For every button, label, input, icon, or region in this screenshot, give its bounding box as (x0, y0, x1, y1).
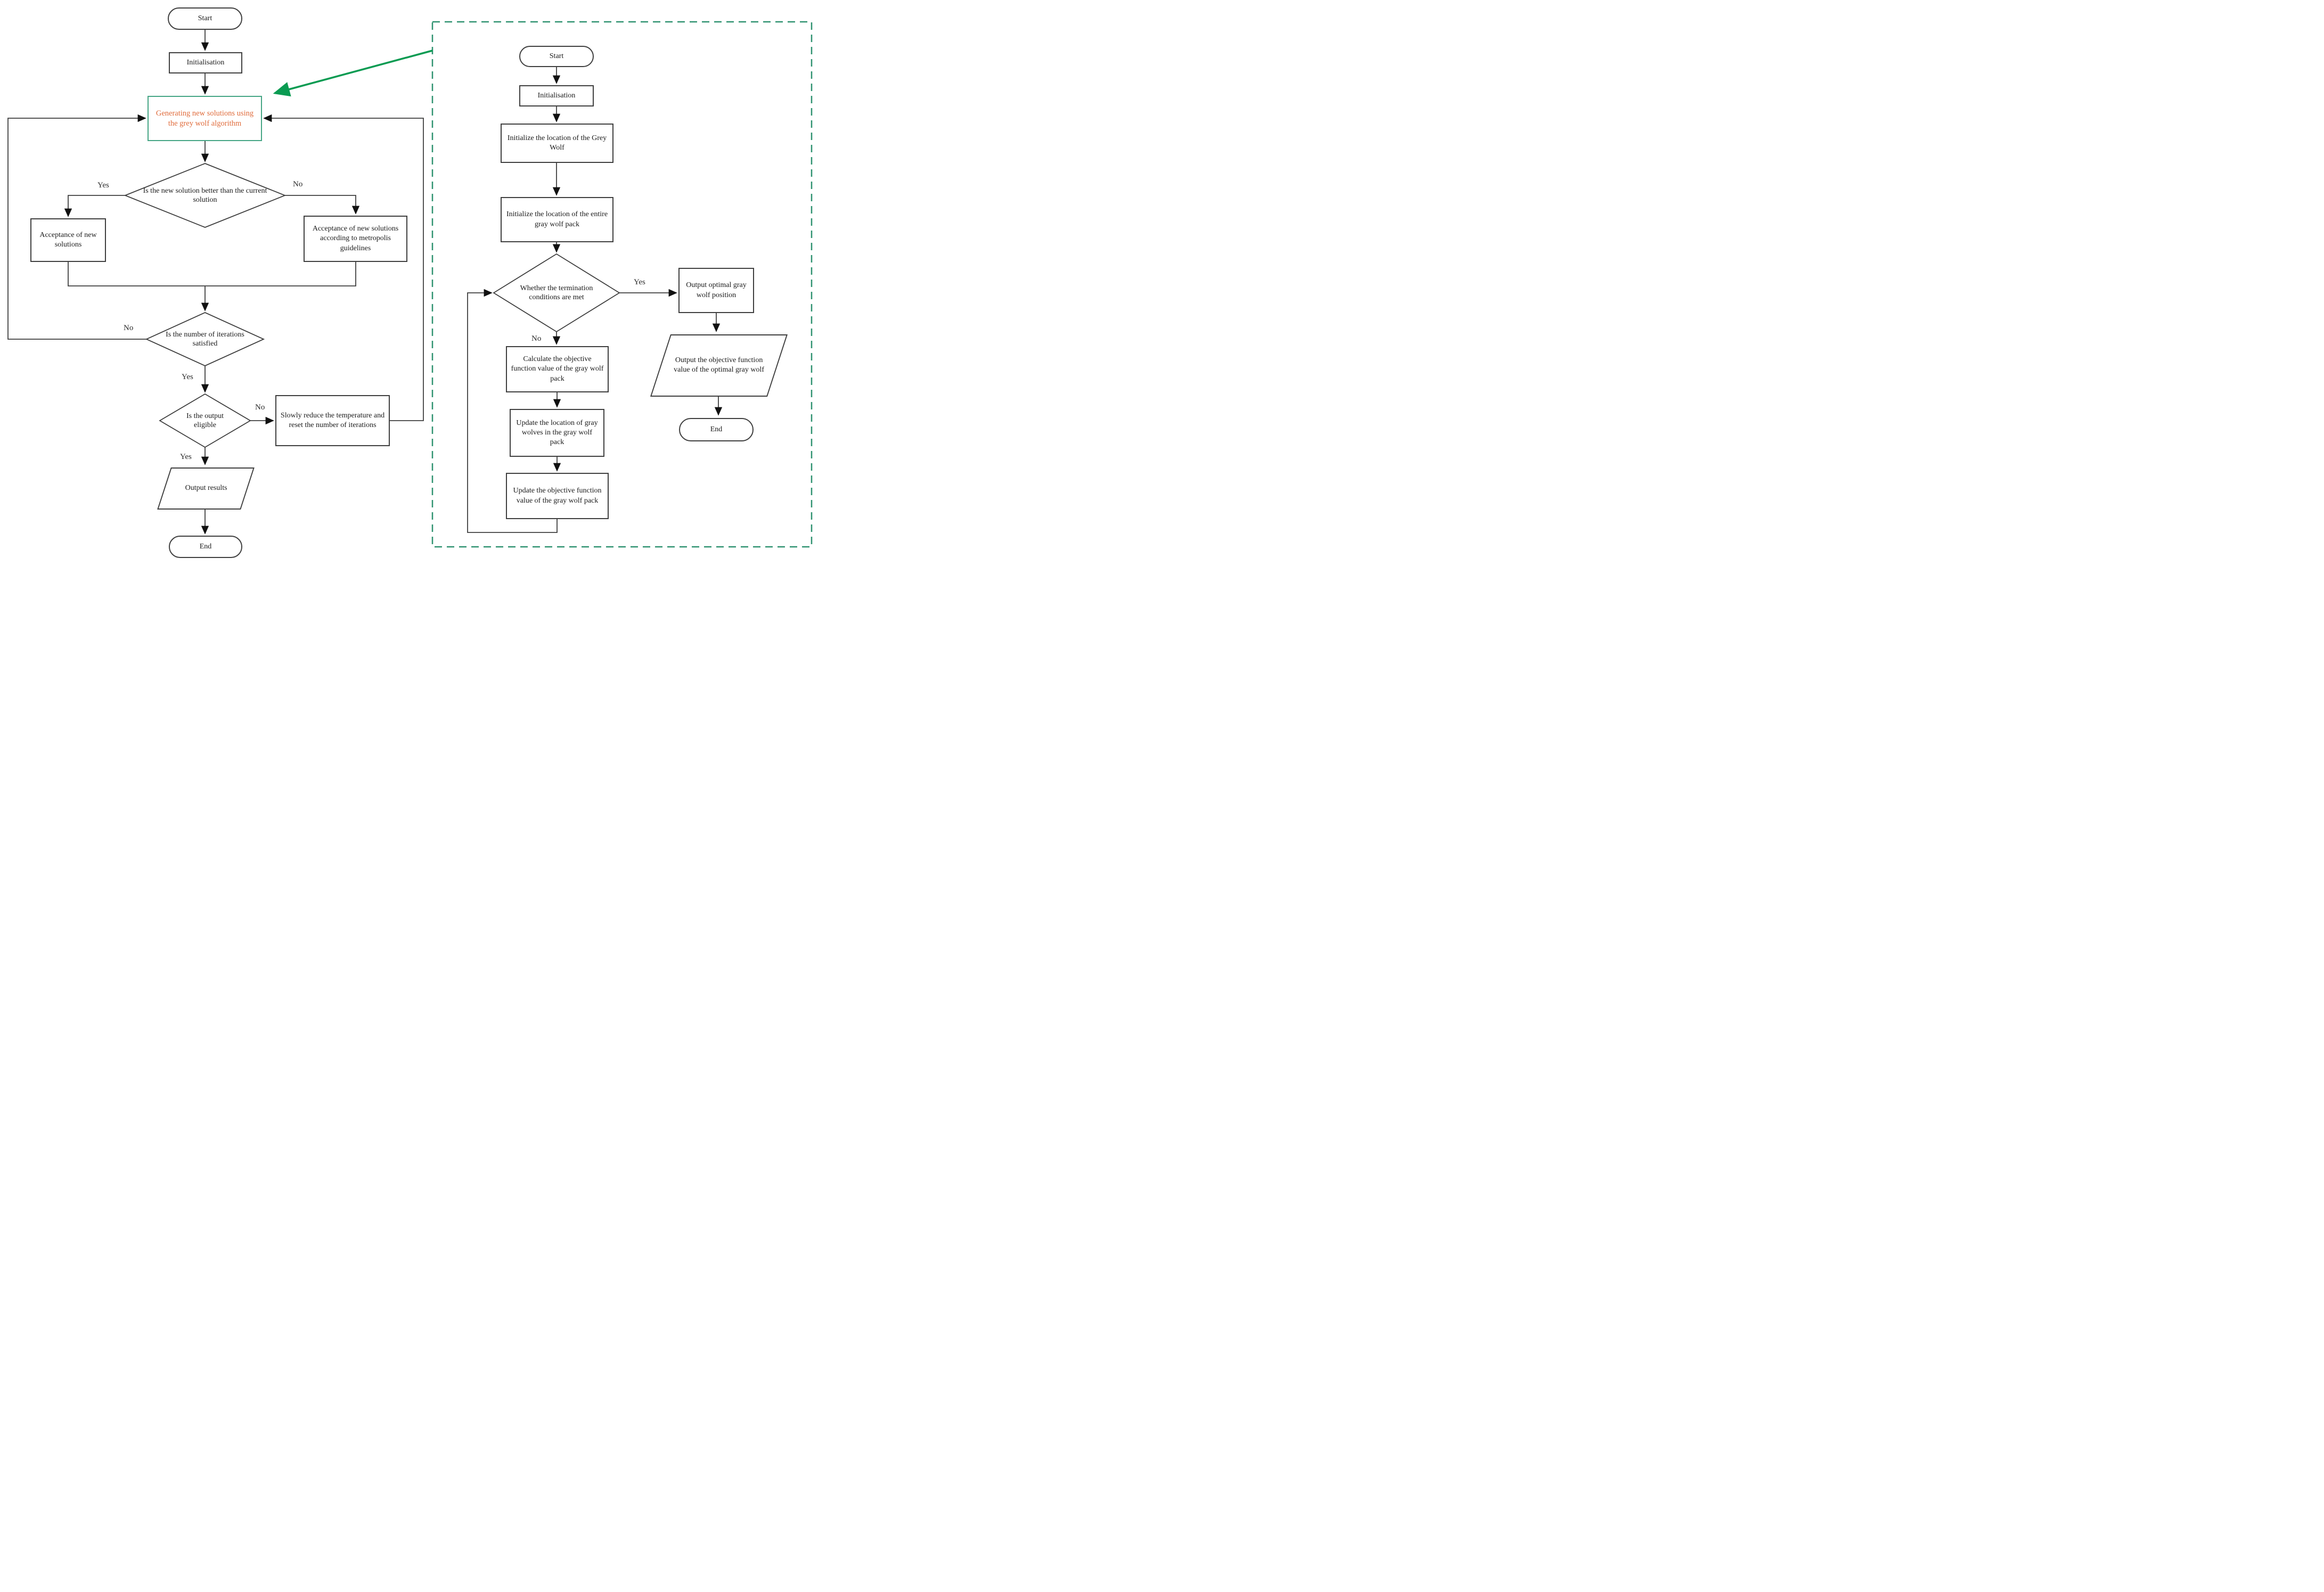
connector-yes-to-accept (68, 195, 125, 216)
acceptance-metropolis-node: Acceptance of new solutions according to metropolis guidelines (304, 216, 407, 262)
init-grey-wolf-node: Initialize the location of the Grey Wolf (501, 124, 613, 163)
output-optimal-position-node: Output optimal gray wolf position (678, 268, 754, 313)
init-wolf-pack-node: Initialize the location of the entire gray wolf pack (501, 197, 613, 242)
label-yes-termination: Yes (634, 278, 645, 286)
decision-termination-text: Whether the termination conditions are met (520, 284, 593, 301)
end-node-right: End (679, 418, 754, 441)
output-objective-value-node (650, 334, 788, 397)
subroutine-callout-arrow (275, 51, 432, 93)
connector-merge (68, 262, 356, 286)
label-no-iterations: No (124, 324, 134, 332)
label-no-eligible: No (255, 403, 265, 412)
acceptance-node: Acceptance of new solutions (30, 218, 106, 262)
label-yes-iterations: Yes (182, 373, 193, 381)
output-results-node (157, 467, 255, 510)
end-node-left: End (169, 536, 242, 558)
start-node-right: Start (519, 46, 594, 67)
output-results-text: Output results (185, 484, 227, 493)
grey-wolf-subroutine-frame (432, 22, 812, 547)
label-no-better: No (293, 180, 303, 188)
flowchart-figure (0, 0, 823, 564)
label-yes-better: Yes (97, 181, 109, 190)
connector-reduce-feedback (264, 118, 423, 421)
reduce-temperature-node: Slowly reduce the temperature and reset the number of iterations (275, 395, 390, 446)
decision-eligible-text: Is the output eligible (186, 412, 224, 429)
output-objective-value-text: Output the objective function value of the optimal gray wolf (674, 356, 764, 374)
initialisation-node-left: Initialisation (169, 52, 242, 73)
decision-new-solution-text: Is the new solution better than the current solution (143, 186, 267, 204)
start-node-left: Start (168, 7, 242, 30)
update-objective-node: Update the objective function value of the gray wolf pack (506, 473, 609, 519)
connector-no-to-metropolis (285, 195, 356, 214)
decision-iterations-text: Is the number of iterations satisfied (166, 330, 244, 348)
label-no-termination: No (531, 334, 542, 343)
generate-solutions-node: Generating new solutions using the grey wolf algorithm (148, 96, 262, 141)
label-yes-eligible: Yes (180, 453, 192, 461)
update-location-node: Update the location of gray wolves in the gray wolf pack (510, 409, 604, 457)
initialisation-node-right: Initialisation (519, 85, 594, 106)
calc-objective-node: Calculate the objective function value of the gray wolf pack (506, 346, 609, 392)
